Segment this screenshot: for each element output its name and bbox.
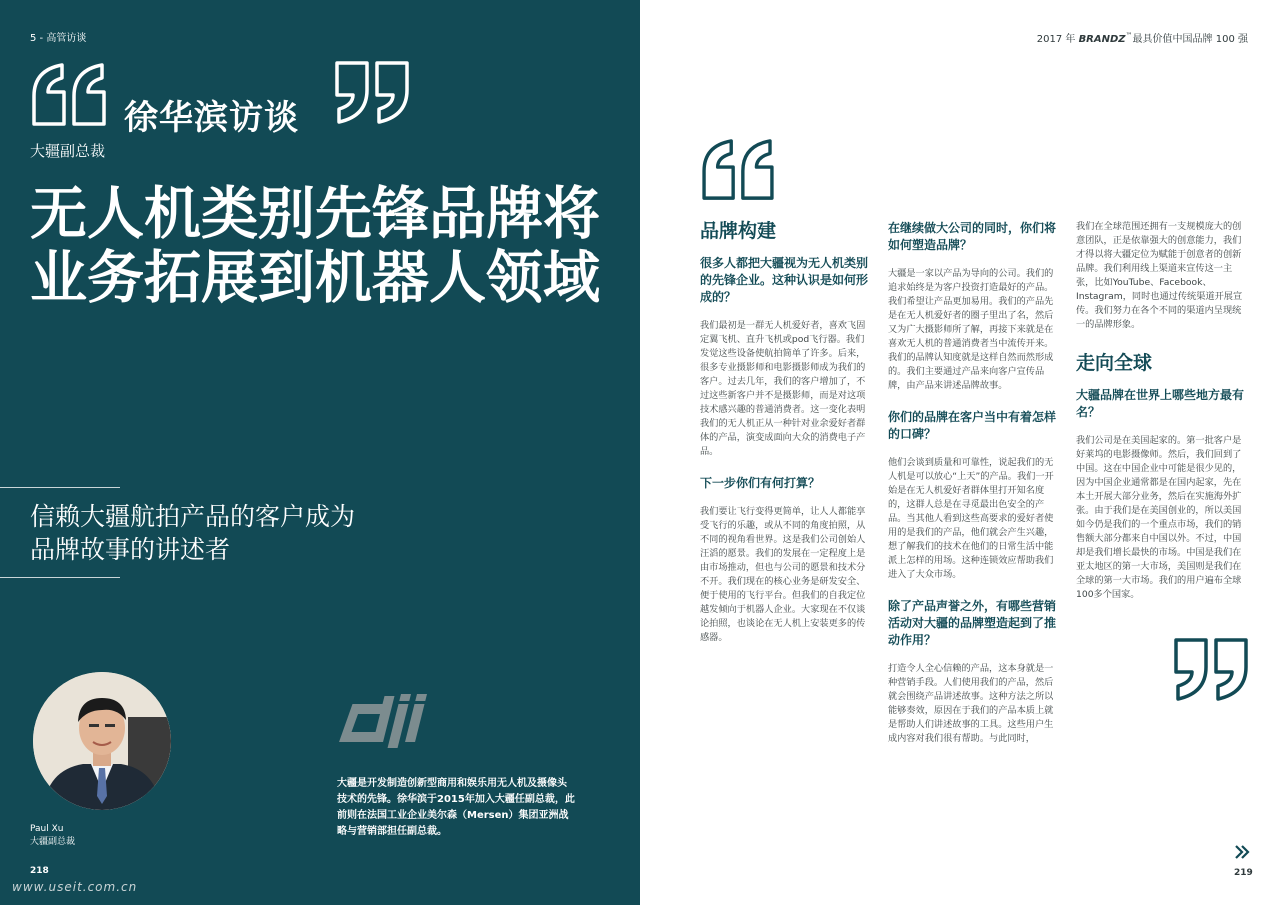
report-title-brand: BRANDZ [1078, 34, 1126, 45]
close-quote-icon [333, 60, 413, 126]
open-quote-icon [30, 62, 108, 128]
column-3 [1076, 220, 1248, 618]
photo-caption-name: Paul Xu [30, 824, 64, 834]
photo-caption-role: 大疆副总裁 [30, 837, 76, 847]
avatar [33, 672, 171, 810]
dji-logo [338, 690, 468, 750]
report-title [1037, 30, 1248, 45]
answer-continued: 我们在全球范围还拥有一支规模庞大的创意团队，正是依靠强大的创意能力，我们才得以将大疆定位为赋能于创意者的创新品牌。我们利用线上渠道来宣传这一主张，比如YouTube、Facebook、Instagram，同时也通过传统渠道开展宣传。我们努力在各个不同的渠道内呈现统一的品牌形象。 [1076, 221, 1243, 330]
open-quote-icon [700, 138, 776, 202]
company-description: 大疆是开发制造创新型商用和娱乐用无人机及摄像头技术的先锋。徐华滨于2015年加入大疆任副总裁，此前则在法国工业企业美尔森（Mersen）集团亚洲战略与营销部担任副总裁。 [337, 778, 575, 837]
subheadline: 信赖大疆航拍产品的客户成为品牌故事的讲述者 [30, 502, 356, 564]
right-page-number: 219 [1234, 868, 1253, 878]
double-chevron-right-icon[interactable] [1234, 844, 1250, 860]
section-brand-building: 品牌构建 [700, 220, 777, 242]
column-2 [888, 220, 1060, 762]
photo-caption [30, 823, 75, 849]
answer: 我们公司是在美国起家的。第一批客户是好莱坞的电影摄像师。然后，我们回到了中国。这在中国企业中可能是很少见的，因为中国企业通常都是在国内起家，先在本土开展大部分业务，然后在实施海外扩张。由于我们是在美国创业的，所以美国如今仍是我们的一个重点市场，我们的销售额大部分都来自中国以外。不过，中国却是我们增长最快的市场。中国是我们在亚太地区的第一大市场，美国则是我们在全球的第一大市场。我们的用户遍布全球100多个国家。 [1076, 435, 1242, 600]
headline: 无人机类别先锋品牌将业务拓展到机器人领域 [30, 181, 600, 311]
report-title-prefix: 2017 年 [1036, 34, 1076, 45]
answer: 我们要让飞行变得更简单，让人人都能享受飞行的乐趣，或从不同的角度拍照，从不同的视角看世界。这是我们公司创始人汪滔的愿景。我们的发展在一定程度上是由市场推动，但也与公司的愿景和技术分不开。我们现在的核心业务是研发安全、便于使用的飞行平台。但我们的自我定位越发倾向于机器人企业。大家现在不仅谈论拍照，也谈论在无人机上安装更多的传感器。 [700, 506, 866, 643]
section-label: 5 - 高管访谈 [30, 33, 87, 44]
question: 很多人都把大疆视为无人机类别的先锋企业。这种认识是如何形成的？ [700, 256, 869, 304]
question: 大疆品牌在世界上哪些地方最有名？ [1076, 388, 1245, 419]
answer: 他们会谈到质量和可靠性，说起我们的无人机是可以放心“上天”的产品。我们一开始是在无人机爱好者群体里打开知名度的，这群人总是在寻觅最出色安全的产品。当其他人看到这些高要求的爱好者使用的是我们的产品，他们就会产生兴趣，想了解我们的技术在他们的日常生活中能派上怎样的用场。这种连锁效应帮助我们进入了大众市场。 [888, 457, 1054, 580]
divider-top [0, 487, 120, 488]
interview-title: 徐华滨访谈 [124, 98, 299, 138]
question: 你们的品牌在客户当中有着怎样的口碑？ [888, 410, 1057, 441]
column-1 [700, 216, 872, 661]
answer: 我们最初是一群无人机爱好者，喜欢飞固定翼飞机、直升飞机或pod飞行器。我们发觉这些设备使航拍简单了许多。后来，很多专业摄影师和电影摄影师成为我们的客户。过去几年，我们的客户增加了，不过这些新客户并不是摄影师，而是对这项技术感兴趣的普通消费者。这一变化表明我们的无人机正从一种针对业余爱好者群体的产品，演变成面向大众的消费电子产品。 [700, 320, 866, 457]
section-going-global: 走向全球 [1076, 352, 1153, 374]
watermark: www.useit.com.cn [12, 880, 138, 894]
close-quote-icon [1172, 637, 1252, 703]
divider-bottom [0, 577, 120, 578]
report-title-suffix: 最具价值中国品牌 100 强 [1132, 34, 1248, 45]
role-label: 大疆副总裁 [30, 142, 106, 160]
question: 在继续做大公司的同时，你们将如何塑造品牌？ [888, 221, 1057, 252]
right-page [640, 0, 1280, 905]
question: 除了产品声誉之外，有哪些营销活动对大疆的品牌塑造起到了推动作用？ [888, 599, 1057, 647]
report-title-tm: ™ [1125, 31, 1133, 40]
answer: 大疆是一家以产品为导向的公司。我们的追求始终是为客户投资打造最好的产品。我们希望让产品更加易用。我们的产品先是在无人机爱好者的圈子里出了名，然后又为广大摄影师所了解，再接下来就是在喜欢无人机的普通消费者当中流传开来。我们的品牌认知度就是这样自然而然形成的。我们主要通过产品来向客户宣传品牌，由产品来讲述品牌故事。 [888, 268, 1054, 391]
left-page-number: 218 [30, 866, 49, 876]
question: 下一步你们有何打算？ [700, 476, 821, 490]
answer: 打造令人全心信赖的产品，这本身就是一种营销手段。人们使用我们的产品，然后就会围绕产品讲述故事。这种方法之所以能够奏效，原因在于我们的产品本质上就是帮助人们讲述故事的工具。这些用户生成内容对我们很有帮助。与此同时， [888, 663, 1054, 744]
